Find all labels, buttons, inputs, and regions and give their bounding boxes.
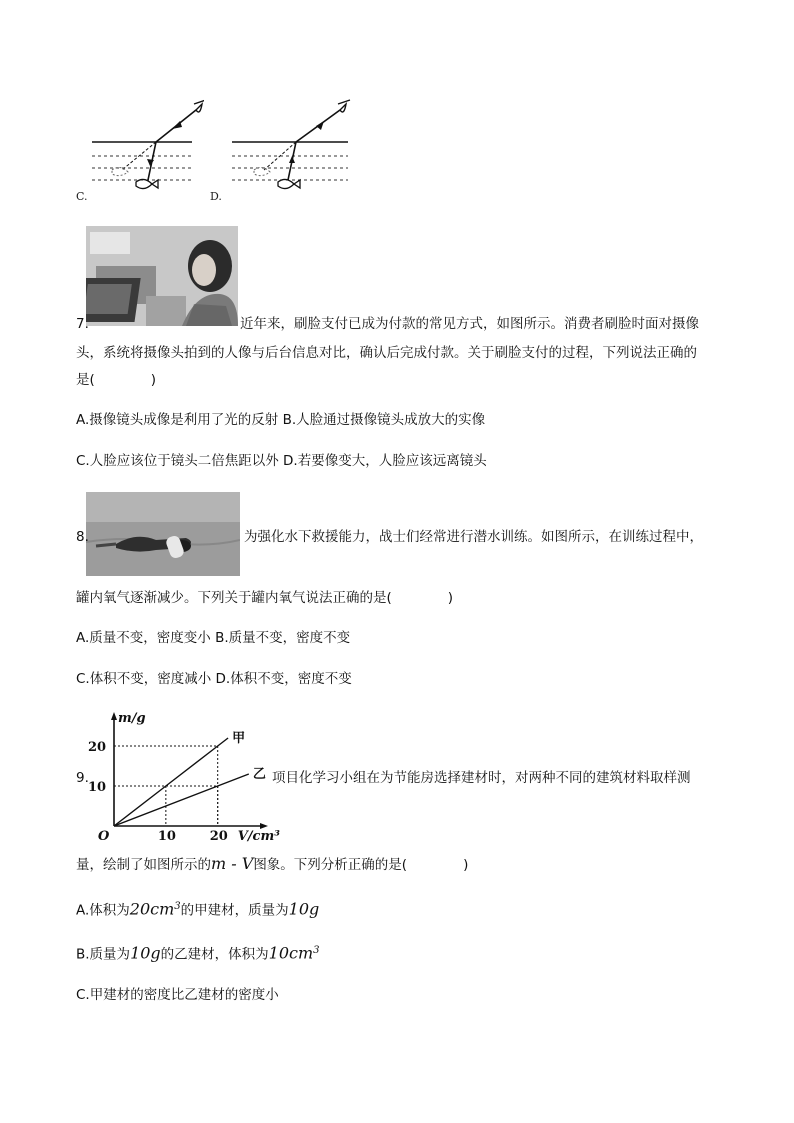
series-line-1 [114,774,249,826]
refraction-figure-d [224,96,354,204]
m-v-chart [84,712,280,848]
y-axis-label: m/g [118,712,146,726]
q8-stem-line1: 为强化水下救援能力，战士们经常进行潜水训练。如图所示，在训练过程中， [244,529,703,545]
series-line-0 [114,738,228,826]
y-tick-0: 10 [88,780,107,795]
q8-options-cd: C.体积不变，密度减小 D.体积不变，密度不变 [76,671,352,687]
q7-stem-line2: 头，系统将摄像头拍到的人像与后台信息对比，确认后完成付款。关于刷脸支付的过程，下列说法正确的 [76,345,697,361]
x-tick-0: 10 [157,829,176,844]
q7-number: 7. [76,316,89,332]
y-axis-arrow [111,712,117,720]
q7-stem-line1: 近年来，刷脸支付已成为付款的常见方式，如图所示。消费者刷脸时面对摄像 [240,316,699,332]
q9-option-a: A.体积为$20cm^3$的甲建材，质量为10g [76,899,320,919]
q8-stem-line2: 罐内氧气逐渐减少。下列关于罐内氧气说法正确的是( ) [76,590,454,606]
series-label-1: 乙 [252,767,266,782]
x-tick-1: 20 [209,829,228,844]
y-tick-1: 20 [88,740,107,755]
q9-option-c: C.甲建材的密度比乙建材的密度小 [76,987,279,1003]
label-d: D. [210,190,222,203]
refraction-figure-c [84,96,204,204]
q9-option-b: B.质量为10g的乙建材，体积为$10cm^3$ [76,943,320,963]
label-c: C. [76,190,88,203]
q9-stem-line2: 量，绘制了如图所示的m - V图象。下列分析正确的是( ) [76,854,469,873]
q7-options-cd: C.人脸应该位于镜头二倍焦距以外 D.若要像变大，人脸应该远离镜头 [76,453,487,469]
q7-stem-line3: 是( ) [76,372,157,388]
origin-label: O [98,829,110,844]
q8-options-ab: A.质量不变，密度变小 B.质量不变，密度不变 [76,630,351,646]
q8-number: 8. [76,529,89,545]
diver-photo [86,492,240,576]
q9-stem-line1: 项目化学习小组在为节能房选择建材时，对两种不同的建筑材料取样测 [272,770,691,786]
math-m-v: m - V [211,854,254,873]
x-axis-label: V/cm³ [237,829,280,844]
face-payment-photo [86,226,238,326]
series-label-0: 甲 [232,731,246,746]
q9-number: 9. [76,770,89,786]
q7-options-ab: A.摄像镜头成像是利用了光的反射 B.人脸通过摄像镜头成放大的实像 [76,412,486,428]
